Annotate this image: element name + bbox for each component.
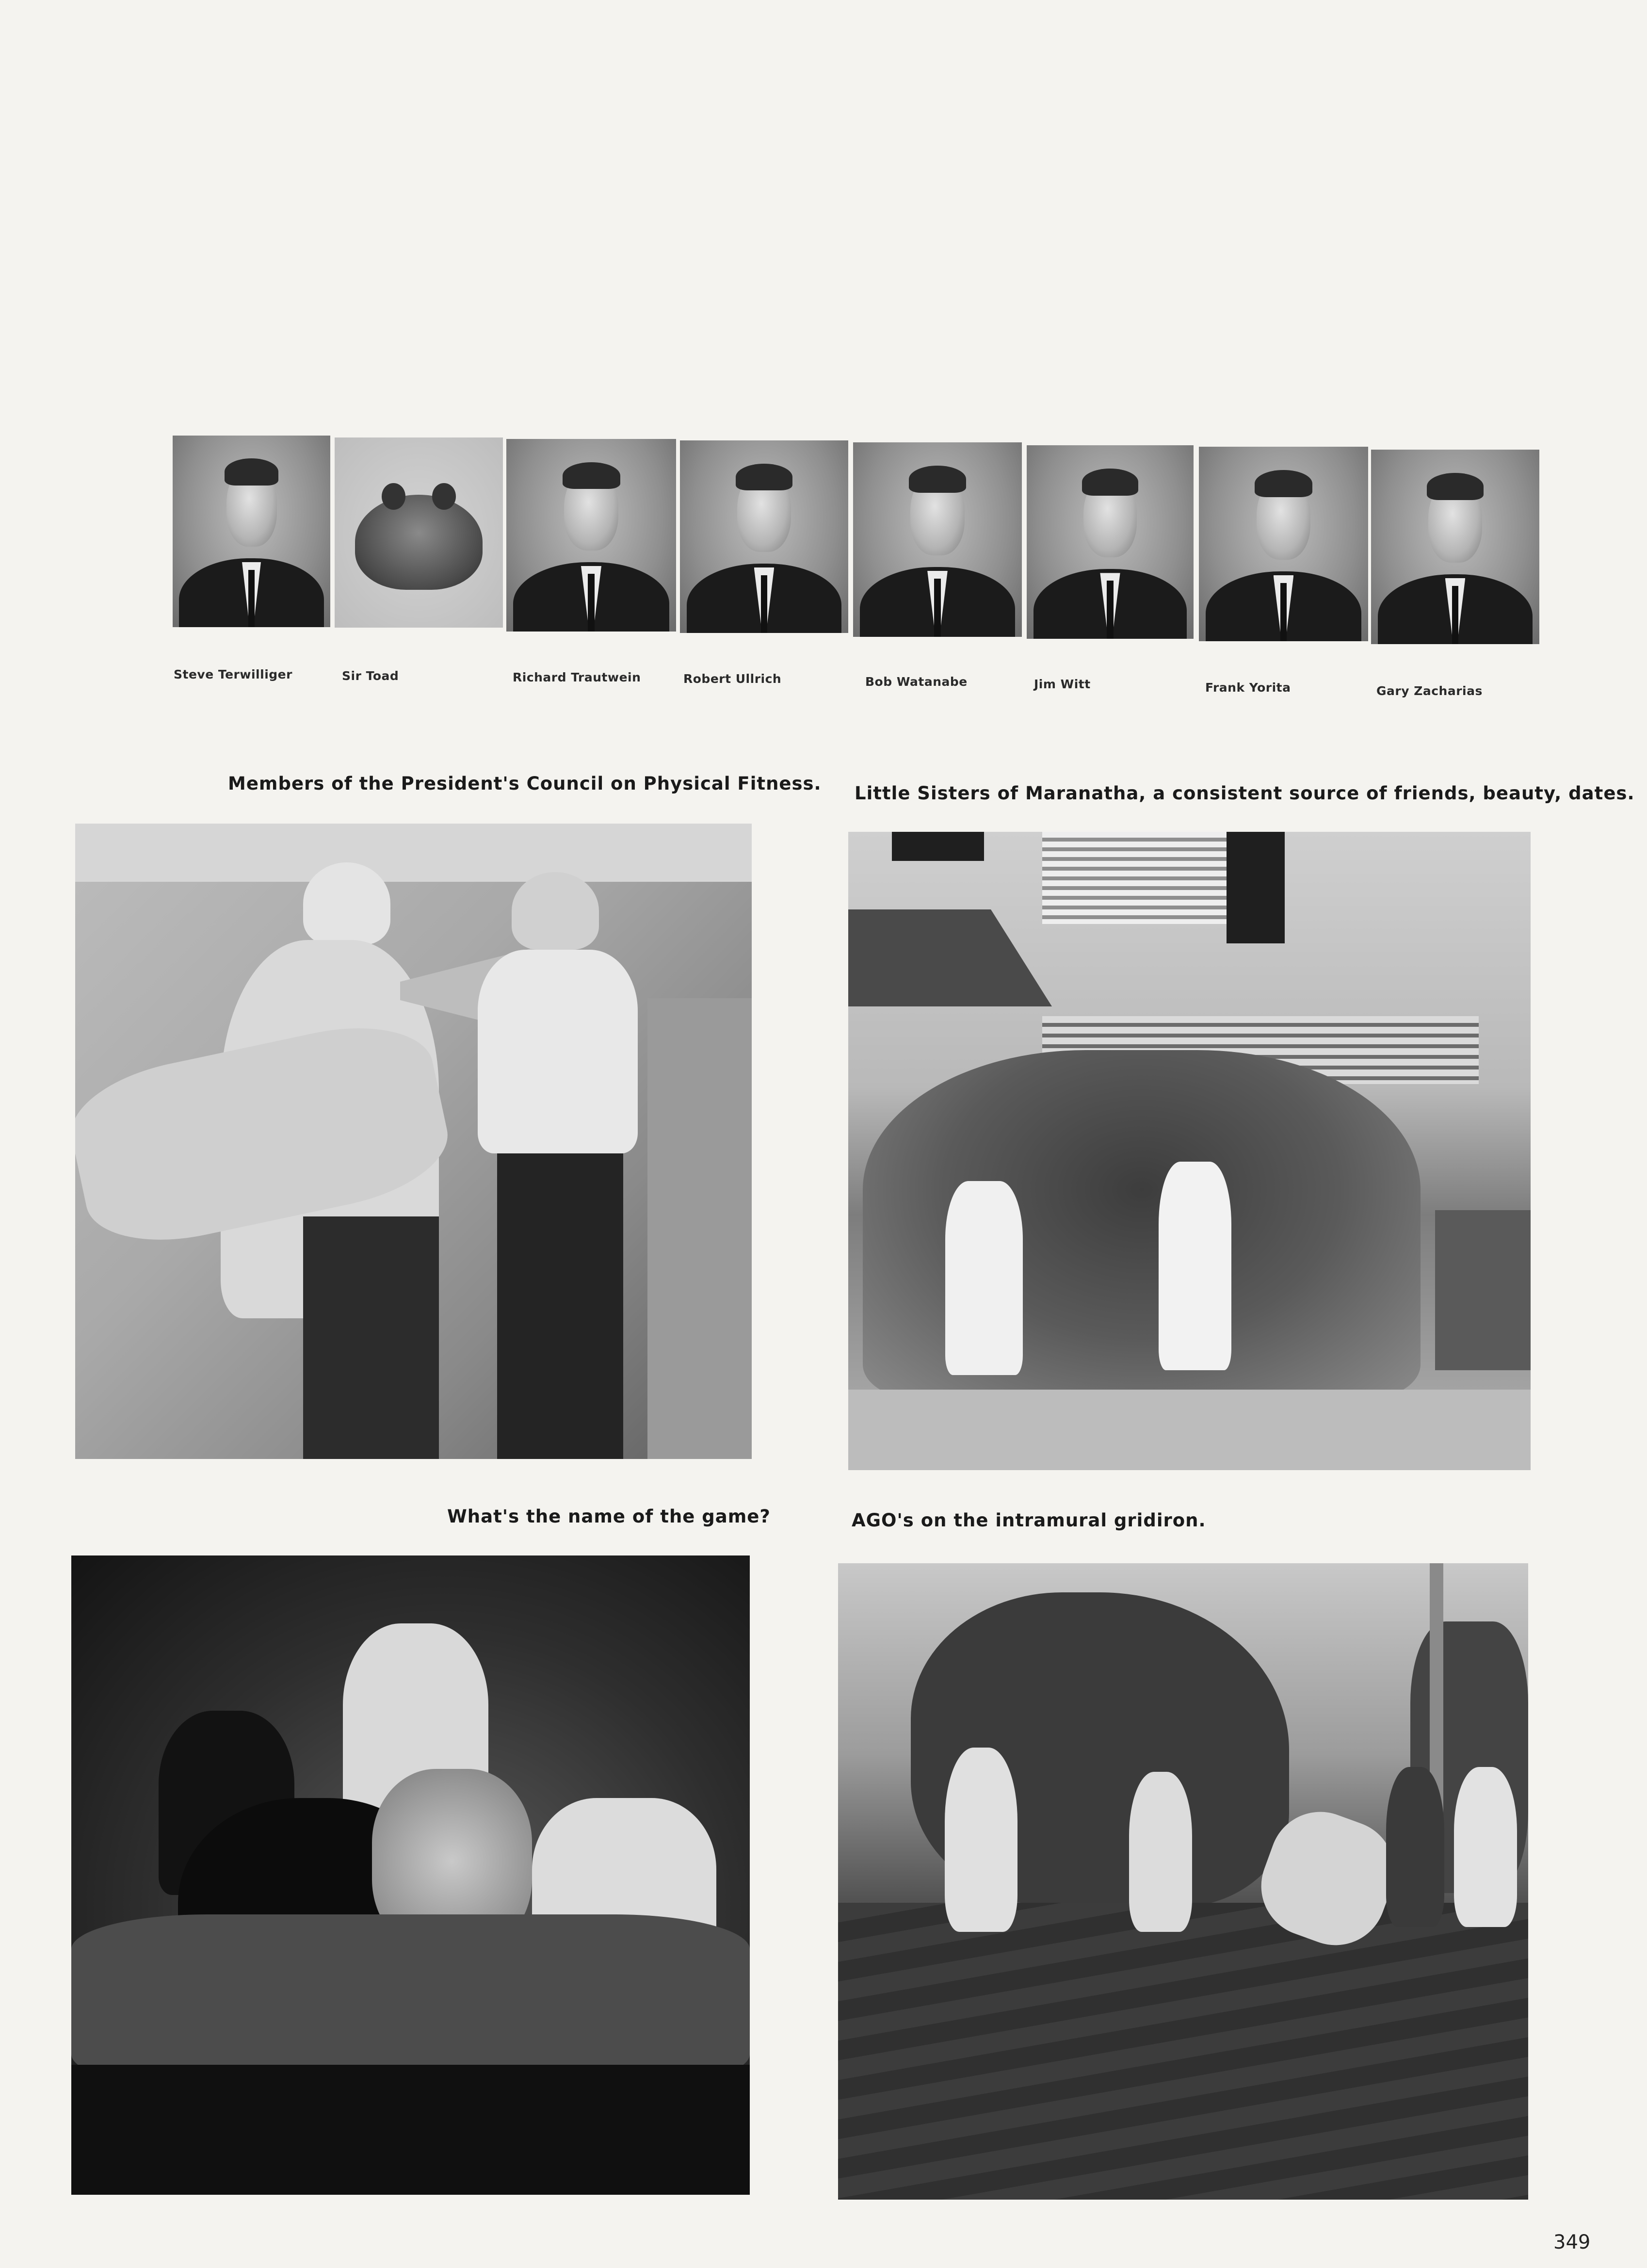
portrait-name: Gary Zacharias — [1376, 684, 1483, 698]
page-number: 349 — [1553, 2231, 1591, 2253]
portrait-sir-toad — [335, 437, 503, 628]
caption-game: What's the name of the game? — [447, 1506, 771, 1527]
caption-gridiron: AGO's on the intramural gridiron. — [852, 1510, 1206, 1531]
portrait-name: Steve Terwilliger — [174, 667, 292, 681]
photo-sisters — [848, 832, 1531, 1470]
photo-gridiron — [838, 1563, 1528, 2200]
portrait-jim-witt — [1027, 445, 1194, 639]
portrait-gary-zacharias — [1371, 450, 1539, 644]
portrait-richard-trautwein — [506, 439, 676, 632]
photo-game — [71, 1555, 750, 2195]
portrait-name: Jim Witt — [1034, 677, 1091, 691]
portrait-bob-watanabe — [853, 442, 1022, 637]
portrait-name: Bob Watanabe — [865, 675, 968, 689]
photo-fitness — [75, 824, 752, 1459]
caption-fitness: Members of the President's Council on Physical Fitness. — [228, 773, 822, 794]
portrait-robert-ullrich — [680, 440, 848, 633]
portrait-steve-terwilliger — [173, 436, 330, 627]
portrait-name: Frank Yorita — [1205, 680, 1291, 695]
portrait-frank-yorita — [1199, 447, 1368, 641]
portrait-name: Richard Trautwein — [513, 670, 641, 684]
caption-sisters: Little Sisters of Maranatha, a consistent source of friends, beauty, dates. — [855, 783, 1635, 804]
portrait-name: Robert Ullrich — [683, 672, 782, 686]
portrait-name: Sir Toad — [342, 669, 399, 683]
